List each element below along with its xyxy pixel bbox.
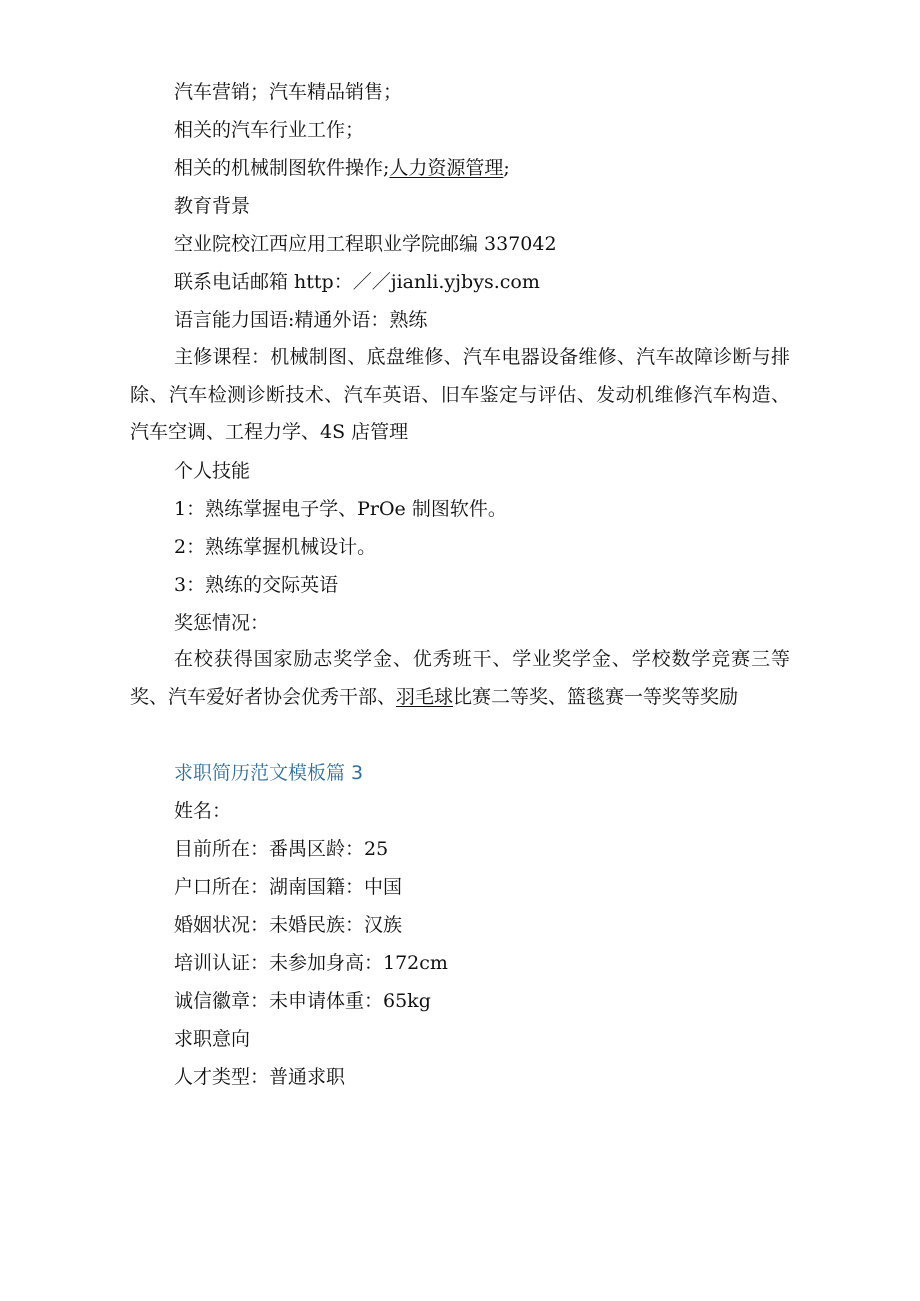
section-heading-skills: 个人技能: [174, 460, 251, 482]
text-line: 人才类型：普通求职: [174, 1066, 346, 1088]
text-line: 空业院校江西应用工程职业学院邮编 337042: [174, 233, 557, 255]
text-line: 婚姻状况：未婚民族：汉族: [174, 914, 403, 936]
text-line: 相关的汽车行业工作；: [174, 119, 365, 141]
courses-paragraph: 主修课程：机械制图、底盘维修、汽车电器设备维修、汽车故障诊断与排除、汽车检测诊断技术、汽车英语、旧车鉴定与评估、发动机维修汽车构造、汽车空调、工程力学、4S 店管理: [130, 346, 790, 444]
text-line: 汽车营销；汽车精品销售；: [174, 81, 403, 103]
section-title-template-3: 求职简历范文模板篇 3: [174, 762, 364, 784]
awards-paragraph: [130, 641, 790, 716]
text-line: 联系电话邮箱 http：／／jianli.yjbys.com: [174, 271, 540, 293]
text-line: 目前所在：番禺区龄：25: [174, 838, 389, 860]
list-item: 2：熟练掌握机械设计。: [174, 536, 377, 558]
section-heading-awards: 奖惩情况：: [174, 612, 270, 634]
text-fragment: 比赛二等奖、篮毯赛一等奖等奖励: [453, 685, 739, 708]
text-line: 诚信徽章：未申请体重：65kg: [174, 990, 431, 1012]
list-item: 3：熟练的交际英语: [174, 574, 339, 596]
section-heading-education: 教育背景: [174, 195, 251, 217]
list-item: 1：熟练掌握电子学、PrOe 制图软件。: [174, 498, 507, 520]
badminton-link[interactable]: 羽毛球: [396, 685, 454, 708]
text-line: 培训认证：未参加身高：172cm: [174, 952, 448, 974]
text-line: 户口所在：湖南国籍：中国: [174, 876, 403, 898]
text-line: 姓名：: [174, 800, 232, 822]
text-fragment: 相关的机械制图软件操作;: [174, 157, 390, 179]
text-line: [174, 156, 510, 180]
text-fragment: ;: [503, 157, 510, 179]
text-fragment: 在校获得国家励志奖学金、优秀班干、学业奖学金、学校数学竞赛三等奖、汽车爱好者协会优秀干部、: [130, 648, 790, 708]
text-line: 语言能力国语:精通外语：熟练: [174, 309, 428, 331]
hr-management-link[interactable]: 人力资源管理: [389, 157, 504, 179]
section-heading-intent: 求职意向: [174, 1028, 251, 1050]
